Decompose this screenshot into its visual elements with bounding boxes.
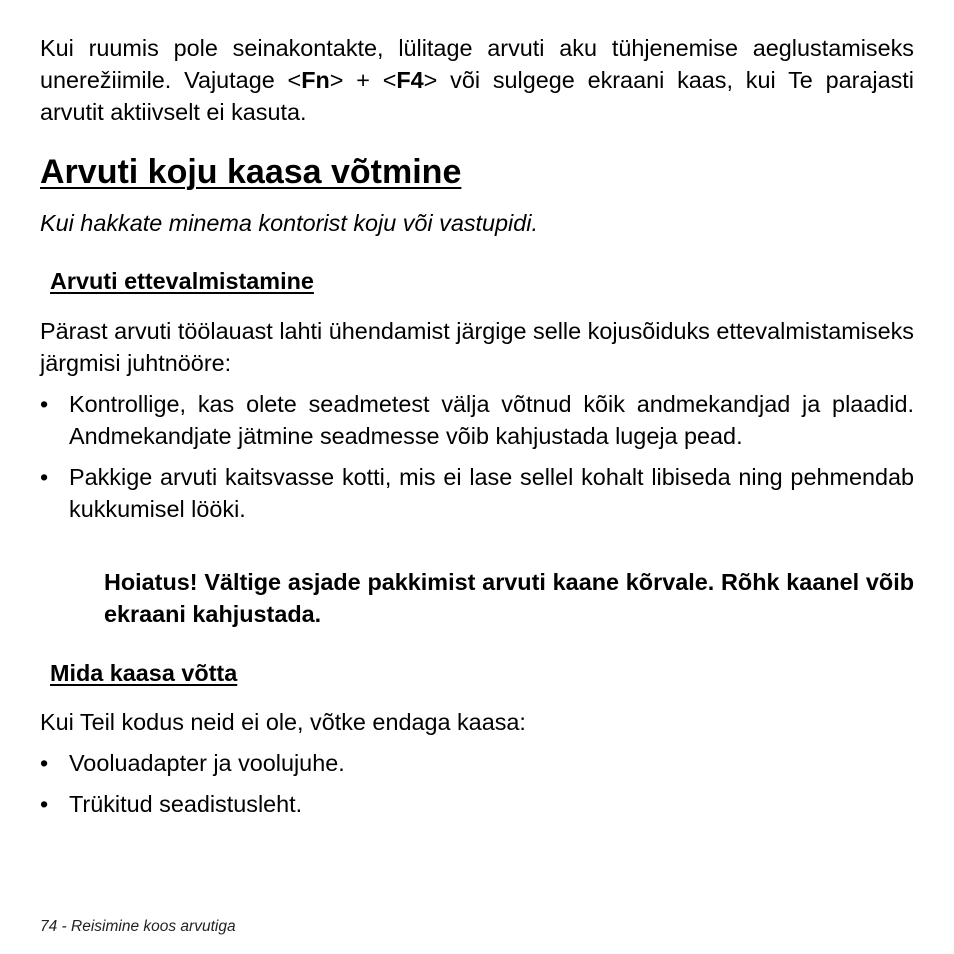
intro-text-between: > + < [329,67,397,93]
what-to-bring-paragraph: Kui Teil kodus neid ei ole, võtke endaga kaasa: [40,709,526,735]
list-item-text: Pakkige arvuti kaitsvasse kotti, mis ei lase sellel kohalt libiseda ning pehmendab kukkumisel lööki. [69,464,914,522]
bullet-icon: • [40,791,49,817]
bullet-icon: • [40,464,49,490]
page-title: Arvuti koju kaasa võtmine [40,153,462,191]
section-heading-preparation: Arvuti ettevalmistamine [50,268,314,294]
preparation-paragraph: Pärast arvuti töölauast lahti ühendamist järgige selle kojusõiduks ettevalmistamiseks järgmisi juhtnööre: [40,318,914,376]
warning-note: Hoiatus! Vältige asjade pakkimist arvuti kaane kõrvale. Rõhk kaanel võib ekraani kahjustada. [104,569,914,627]
list-item [40,388,914,452]
f4-key: F4 [396,67,424,93]
bullet-icon: • [40,391,49,417]
list-item-text: Trükitud seadistusleht. [69,791,303,817]
section-heading-what-to-bring: Mida kaasa võtta [50,660,238,686]
fn-key: Fn [301,67,330,93]
what-to-bring-list [40,747,914,820]
page-subtitle: Kui hakkate minema kontorist koju või vastupidi. [40,210,538,236]
list-item-text: Kontrollige, kas olete seadmetest välja võtnud kõik andmekandjad ja plaadid. Andmekandjate jätmine seadmesse võib kahjustada lugeja pead. [69,391,914,449]
intro-paragraph [40,32,914,128]
list-item [40,747,914,779]
list-item-text: Vooluadapter ja voolujuhe. [69,750,345,776]
list-item [40,461,914,525]
bullet-icon: • [40,750,49,776]
list-item [40,788,914,820]
intro-text-end: > või sulgege ekraani kaas, kui Te parajasti arvutit aktiivselt ei kasuta. [40,67,915,125]
page-footer: 74 - Reisimine koos arvutiga [40,918,236,935]
intro-text-start: Kui ruumis pole seinakontakte, lülitage arvuti aku tühjenemise aeglustamiseks unerežiimile. Vajutage < [40,35,914,93]
preparation-list [40,388,914,525]
